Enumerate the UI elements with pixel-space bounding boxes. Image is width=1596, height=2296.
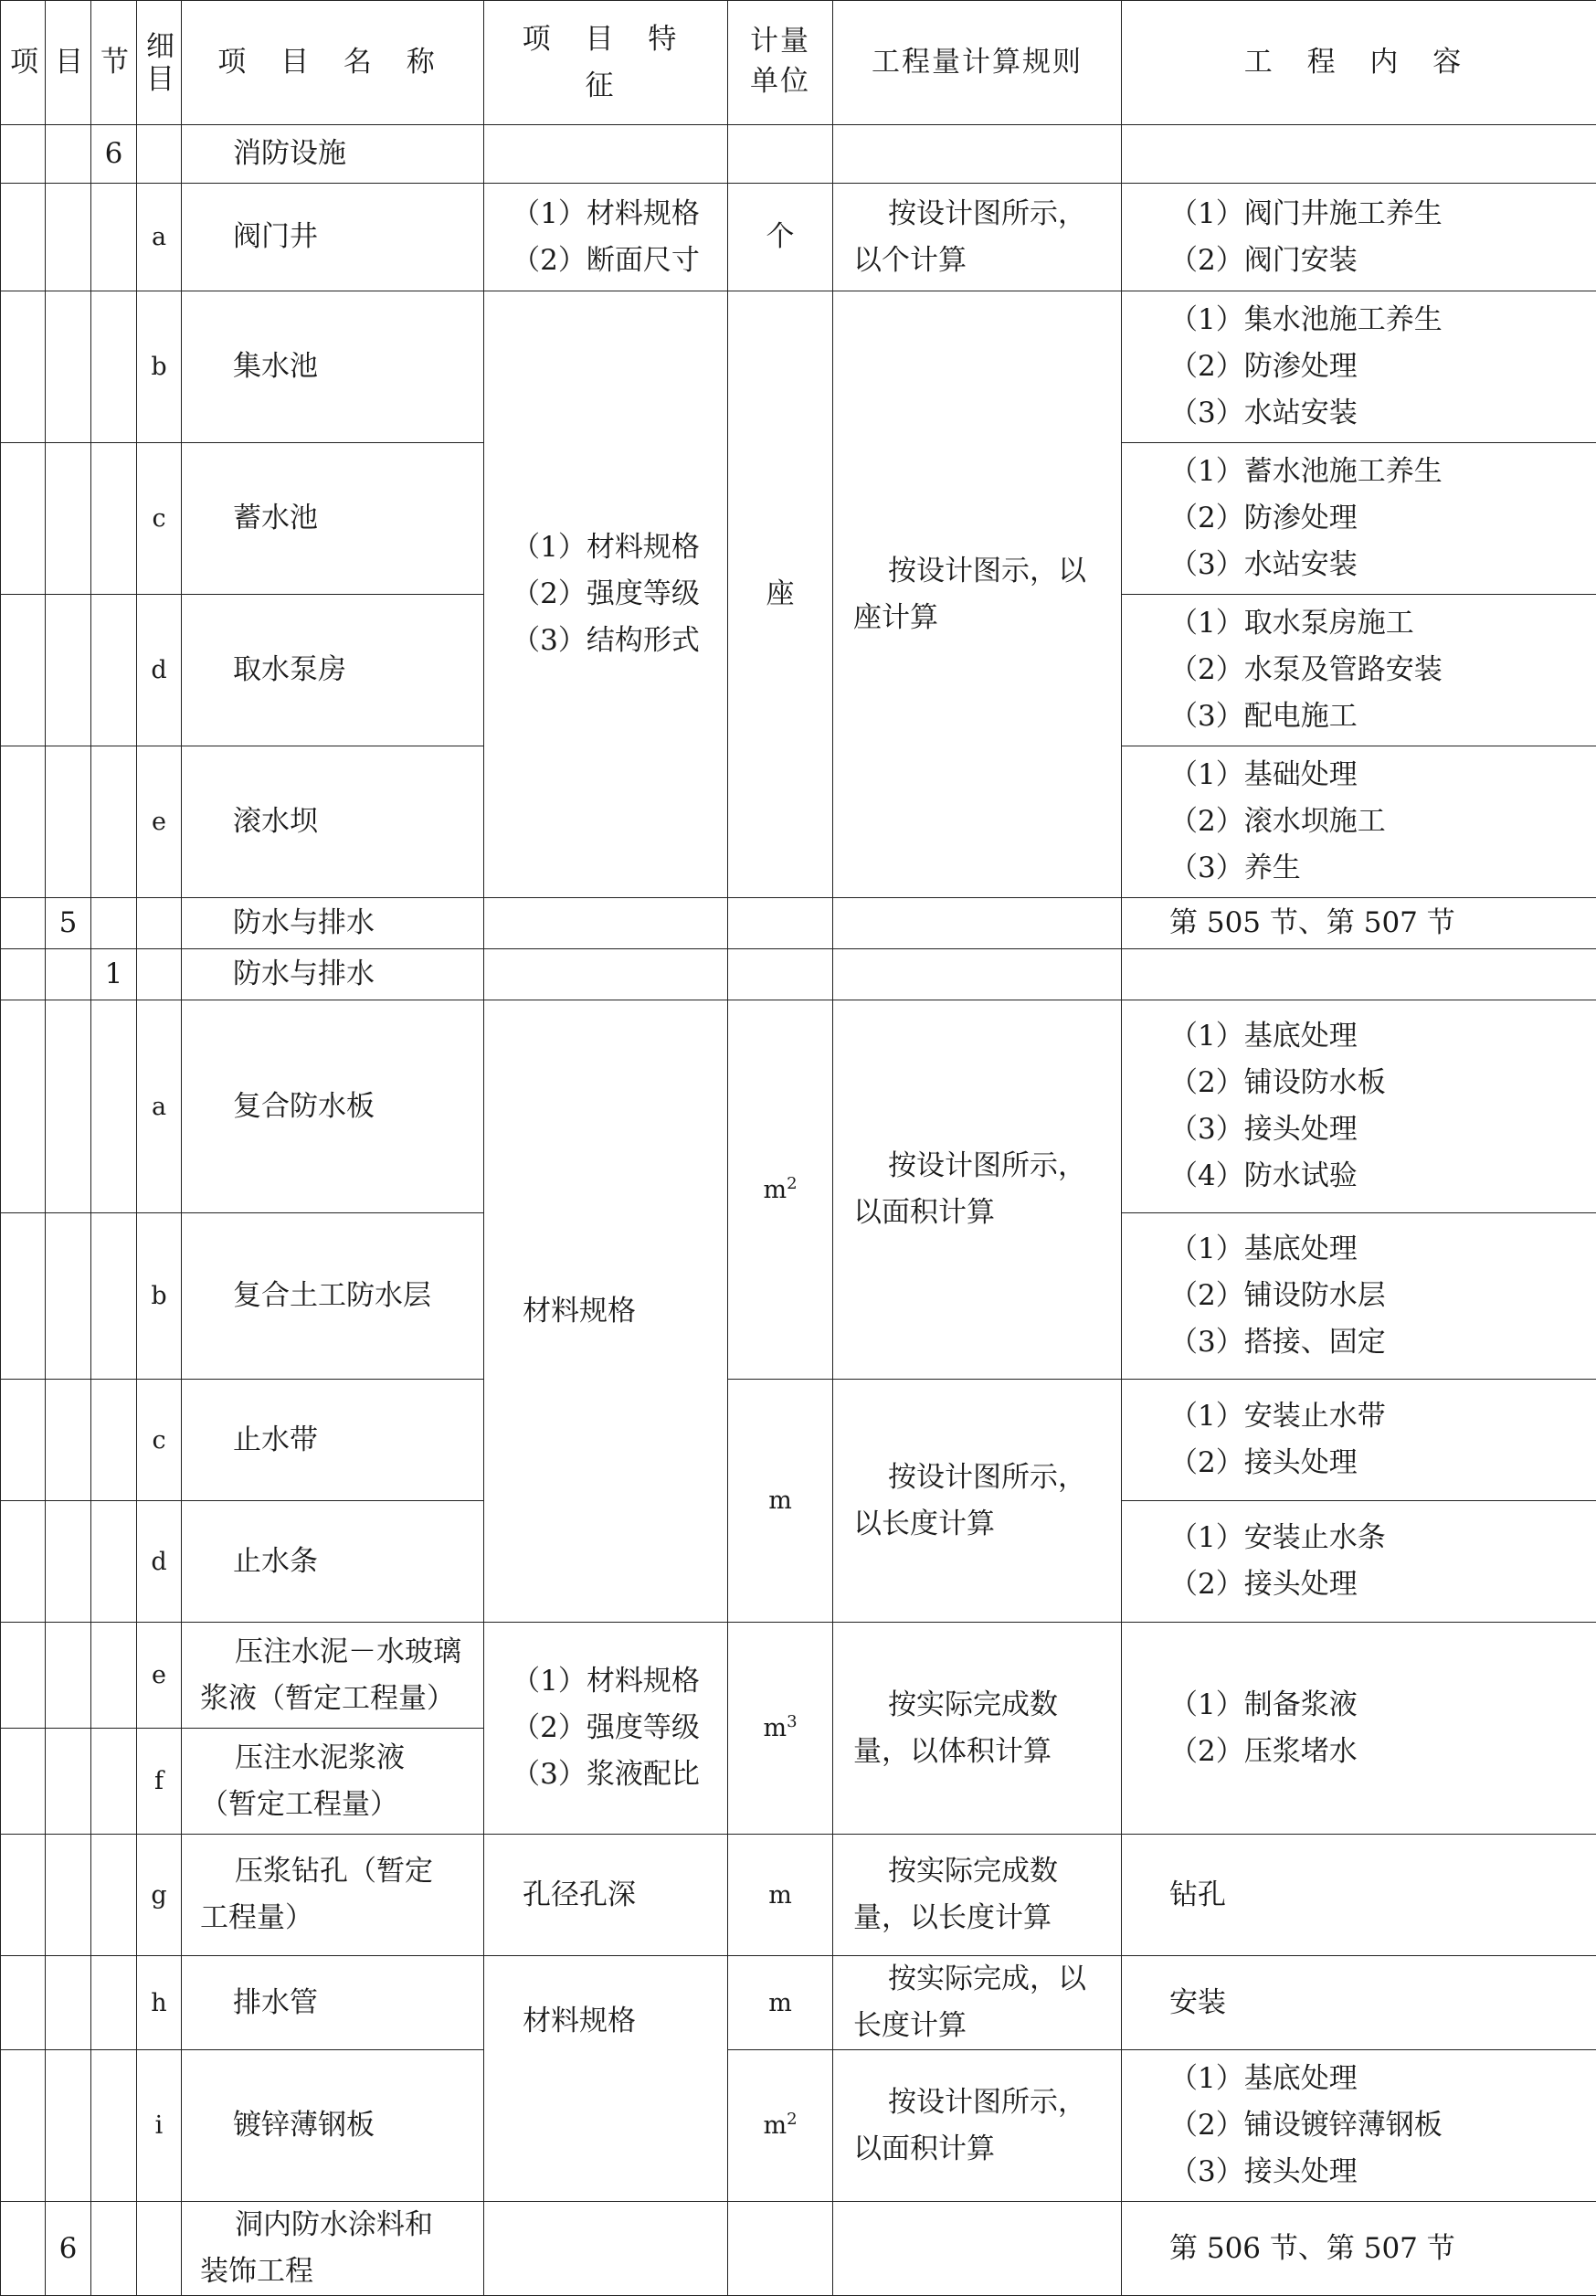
mu-cell: 6 — [46, 2202, 91, 2296]
item-rule: 按实际完成数 量，以体积计算 — [833, 1623, 1122, 1835]
ximu-cell: d — [137, 1501, 182, 1623]
item-content: （1）制备浆液 （2）压浆堵水 — [1122, 1623, 1596, 1835]
item-feature: （1）材料规格 （2）断面尺寸 — [484, 184, 728, 291]
header-row — [1, 1, 1596, 125]
header-feature: 项 目 特 征 — [484, 1, 728, 125]
item-unit: m — [728, 1380, 833, 1623]
item-unit: 个 — [728, 184, 833, 291]
item-name: 复合土工防水层 — [182, 1213, 484, 1380]
ximu-cell: e — [137, 746, 182, 898]
item-rule: 按设计图示，以 座计算 — [833, 291, 1122, 898]
item-rule: 按实际完成数 量，以长度计算 — [833, 1835, 1122, 1956]
item-name: 滚水坝 — [182, 746, 484, 898]
item-feature: 材料规格 — [484, 1956, 728, 2202]
ximu-cell: c — [137, 1380, 182, 1501]
table-row — [1, 2050, 1596, 2202]
item-feature: 孔径孔深 — [484, 1835, 728, 1956]
item-unit: 座 — [728, 291, 833, 898]
item-name: 消防设施 — [182, 125, 484, 184]
table-row — [1, 1956, 1596, 2050]
item-name: 压注水泥－水玻璃 浆液（暂定工程量） — [182, 1623, 484, 1729]
item-name: 复合防水板 — [182, 1000, 484, 1213]
jie-cell: 6 — [91, 125, 137, 184]
ximu-cell: b — [137, 291, 182, 443]
item-rule: 按设计图所示， 以面积计算 — [833, 1000, 1122, 1380]
ximu-cell: a — [137, 1000, 182, 1213]
item-rule: 按设计图所示， 以长度计算 — [833, 1380, 1122, 1623]
item-content: （1）集水池施工养生 （2）防渗处理 （3）水站安装 — [1122, 291, 1596, 443]
item-name: 压注水泥浆液 （暂定工程量） — [182, 1729, 484, 1835]
header-ximu: 细目 — [137, 1, 182, 125]
item-name: 集水池 — [182, 291, 484, 443]
ximu-cell: e — [137, 1623, 182, 1729]
header-mu: 目 — [46, 1, 91, 125]
item-rule: 按设计图所示， 以个计算 — [833, 184, 1122, 291]
item-unit: m — [728, 1956, 833, 2050]
table-row — [1, 2202, 1596, 2296]
item-unit: $m^2$ — [728, 1000, 833, 1380]
item-rule: 按设计图所示， 以面积计算 — [833, 2050, 1122, 2202]
ximu-cell: d — [137, 595, 182, 746]
item-content: （1）阀门井施工养生 （2）阀门安装 — [1122, 184, 1596, 291]
item-name: 防水与排水 — [182, 949, 484, 1000]
item-content: （1）基底处理 （2）铺设防水板 （3）接头处理 （4）防水试验 — [1122, 1000, 1596, 1213]
ximu-cell: f — [137, 1729, 182, 1835]
item-content: （1）安装止水带 （2）接头处理 — [1122, 1380, 1596, 1501]
item-content: （1）安装止水条 （2）接头处理 — [1122, 1501, 1596, 1623]
ximu-cell: g — [137, 1835, 182, 1956]
item-name: 取水泵房 — [182, 595, 484, 746]
table-row — [1, 1380, 1596, 1501]
header-name: 项 目 名 称 — [182, 1, 484, 125]
item-name: 压浆钻孔（暂定 工程量） — [182, 1835, 484, 1956]
header-rule: 工程量计算规则 — [833, 1, 1122, 125]
table-row — [1, 125, 1596, 184]
item-content: 第 505 节、第 507 节 — [1122, 898, 1596, 949]
item-content: 第 506 节、第 507 节 — [1122, 2202, 1596, 2296]
item-rule: 按实际完成，以 长度计算 — [833, 1956, 1122, 2050]
item-feature: （1）材料规格 （2）强度等级 （3）浆液配比 — [484, 1623, 728, 1835]
item-feature: 材料规格 — [484, 1000, 728, 1623]
item-feature: （1）材料规格 （2）强度等级 （3）结构形式 — [484, 291, 728, 898]
ximu-cell: c — [137, 443, 182, 595]
item-content: 安装 — [1122, 1956, 1596, 2050]
item-name: 阀门井 — [182, 184, 484, 291]
table-row — [1, 898, 1596, 949]
item-name: 镀锌薄钢板 — [182, 2050, 484, 2202]
item-name: 止水带 — [182, 1380, 484, 1501]
header-unit: 计量单位 — [728, 1, 833, 125]
item-content: （1）基底处理 （2）铺设防水层 （3）搭接、固定 — [1122, 1213, 1596, 1380]
jie-cell: 1 — [91, 949, 137, 1000]
header-content: 工 程 内 容 — [1122, 1, 1596, 125]
ximu-cell: b — [137, 1213, 182, 1380]
item-unit: $m^2$ — [728, 2050, 833, 2202]
item-name: 防水与排水 — [182, 898, 484, 949]
table-row — [1, 184, 1596, 291]
table-row — [1, 291, 1596, 443]
table-row — [1, 1835, 1596, 1956]
item-name: 排水管 — [182, 1956, 484, 2050]
item-content: （1）基础处理 （2）滚水坝施工 （3）养生 — [1122, 746, 1596, 898]
item-content: （1）取水泵房施工 （2）水泵及管路安装 （3）配电施工 — [1122, 595, 1596, 746]
table-row — [1, 1623, 1596, 1729]
item-content: 钻孔 — [1122, 1835, 1596, 1956]
ximu-cell: i — [137, 2050, 182, 2202]
item-unit: $m^3$ — [728, 1623, 833, 1835]
item-content: （1）蓄水池施工养生 （2）防渗处理 （3）水站安装 — [1122, 443, 1596, 595]
item-name: 洞内防水涂料和 装饰工程 — [182, 2202, 484, 2296]
item-unit: m — [728, 1835, 833, 1956]
mu-cell: 5 — [46, 898, 91, 949]
ximu-cell: h — [137, 1956, 182, 2050]
item-name: 止水条 — [182, 1501, 484, 1623]
table-row — [1, 949, 1596, 1000]
item-content: （1）基底处理 （2）铺设镀锌薄钢板 （3）接头处理 — [1122, 2050, 1596, 2202]
header-xiang: 项 — [1, 1, 46, 125]
ximu-cell: a — [137, 184, 182, 291]
table-row — [1, 1000, 1596, 1213]
header-jie: 节 — [91, 1, 137, 125]
item-name: 蓄水池 — [182, 443, 484, 595]
